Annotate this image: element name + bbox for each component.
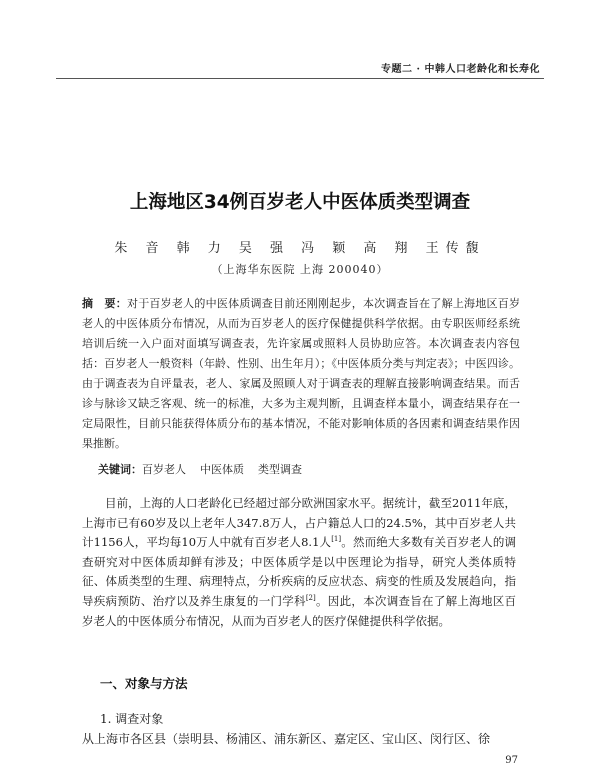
page-number: 97 [505,755,518,766]
keyword: 百岁老人 [142,463,186,476]
citation-ref-1: [1] [331,535,342,544]
section-heading: 一、对象与方法 [100,676,188,691]
keywords-label: 关键词： [98,463,142,476]
keyword: 中医体质 [200,463,244,476]
article-affiliation: （上海华东医院 上海 200040） [211,263,389,276]
running-header: 专题二 · 中韩人口老龄化和长寿化 [381,64,540,75]
subsection-text: 从上海市各区县（崇明县、杨浦区、浦东新区、嘉定区、宝山区、闵行区、徐 [82,732,491,746]
intro-paragraph [82,494,516,631]
subsection-title: 1. 调查对象 [100,712,164,726]
keywords [98,461,520,477]
keyword: 类型调查 [258,463,302,476]
intro-text-part2: 。然而绝大多数有关百岁老人的调查研究对中医体质却鲜有涉及；中医体质学是以中医理论为指导，研究人类体质特征、体质类型的生理、病理特点，分析疾病的反应状态、病变的性质及发展趋向，指导疾病预防、治疗以及养生康复的一门学科 [82,535,517,608]
abstract [82,294,520,454]
abstract-text: 对于百岁老人的中医体质调查目前还刚刚起步，本次调查旨在了解上海地区百岁老人的中医体质分布情况，从而为百岁老人的医疗保健提供科学依据。由专职医师经系统培训后统一入户面对面填写调查表，先许家属或照料人员协助应答。本次调查表内容包括：百岁老人一般资料（年龄、性别、出生年月）；《中医体质分类与判定表》；中医四诊。由于调查表为自评量表，老人、家属及照顾人对于调查表的理解直接影响调查结果。而舌诊与脉诊又缺乏客观、统一的标准，大多为主观判断，且调查样本量小，调查结果存在一定局限性，目前只能获得体质分布的基本情况，不能对影响体质的各因素和调查结果作因果推断。 [82,297,521,450]
abstract-label: 摘 要： [82,297,127,310]
header-rule [56,78,544,79]
intro-text-part3: 。因此，本次调查旨在了解上海地区百岁老人的中医体质分布情况，从而为百岁老人的医疗保健提供科学依据。 [82,593,517,628]
article-authors: 朱 音 韩 力 吴 强 冯 颖 高 翔 王传馥 [114,241,486,256]
intro-text-part1: 目前，上海的人口老龄化已经超过部分欧洲国家水平。据统计，截至2011年底，上海市已有60岁及以上老年人347.8万人，占户籍总人口的24.5%，其中百岁老人共计1156人，平均每10万人中就有百岁老人8.1人 [82,496,516,550]
article-title: 上海地区34例百岁老人中医体质类型调查 [129,192,471,213]
citation-ref-2: [2] [305,594,316,603]
